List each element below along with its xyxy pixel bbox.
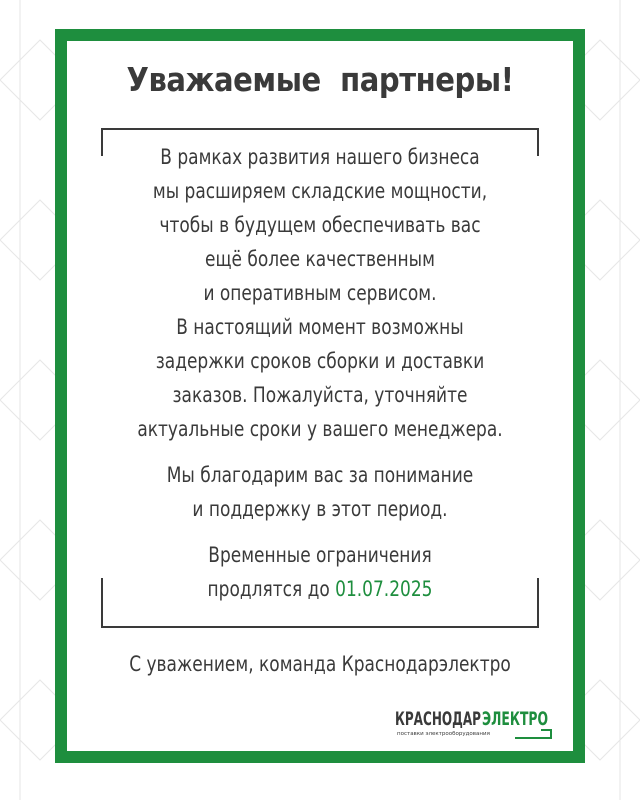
- signature: [0, 652, 640, 676]
- message-line: задержки сроков сборки и доставки: [155, 349, 485, 373]
- logo-tagline: поставки электрооборудования: [397, 731, 490, 737]
- top-bracket-top: [101, 128, 539, 130]
- message-line: и поддержку в этот период.: [192, 497, 448, 521]
- message-line: чтобы в будущем обеспечивать вас: [159, 213, 481, 237]
- message-line: заказов. Пожалуйста, уточняйте: [172, 383, 468, 407]
- signature-text: С уважением, команда Краснодарэлектро: [129, 652, 511, 676]
- page-title: Уважаемые партнеры!: [126, 60, 514, 99]
- bottom-bracket-bottom: [101, 626, 539, 628]
- logo-name-part1: КРАСНОДАР: [395, 708, 482, 730]
- logo-accent-line: [515, 730, 551, 738]
- message-line: актуальные сроки у вашего менеджера.: [137, 417, 503, 441]
- message-line: мы расширяем складские мощности,: [152, 179, 488, 203]
- restriction-prefix: продлятся до: [207, 577, 336, 601]
- message-paragraph-2: [0, 458, 640, 526]
- message-line: Мы благодарим вас за понимание: [166, 463, 474, 487]
- message-line: и оперативным сервисом.: [203, 281, 437, 305]
- restriction-line-with-date: [32, 572, 608, 606]
- restriction-notice: [0, 538, 640, 606]
- message-line: В настоящий момент возможны: [176, 315, 464, 339]
- logo-name-part2: ЭЛЕКТРО: [482, 708, 548, 730]
- message-line: ещё более качественным: [205, 247, 435, 271]
- restriction-date: 01.07.2025: [335, 577, 433, 601]
- company-logo: [395, 700, 555, 740]
- message-paragraph-1: [0, 140, 640, 446]
- restriction-line: Временные ограничения: [208, 543, 432, 567]
- message-line: В рамках развития нашего бизнеса: [160, 145, 480, 169]
